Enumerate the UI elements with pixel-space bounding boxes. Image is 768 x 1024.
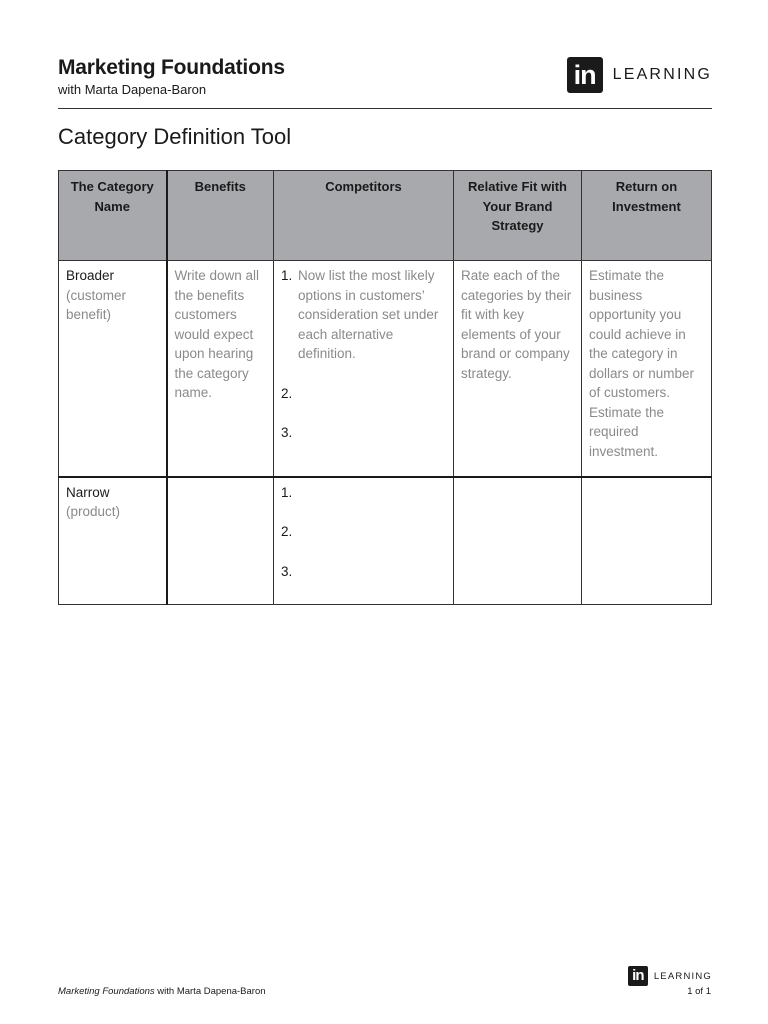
- page-header: [58, 56, 712, 109]
- competitors-cell: [274, 477, 454, 605]
- list-text: Now list the most likely options in customers’ consideration set under each alternative definition.: [298, 268, 439, 361]
- footer-course-credit: [58, 986, 266, 997]
- footer-linkedin-learning-logo: [628, 966, 712, 986]
- relative-fit-cell: Rate each of the categories by their fit with key elements of your brand or company strategy.: [454, 261, 582, 477]
- competitors-cell: [274, 261, 454, 477]
- list-number: 2.: [281, 385, 293, 401]
- relative-fit-cell: [454, 477, 582, 605]
- list-number: 1.: [281, 484, 293, 500]
- linkedin-learning-logo: [567, 57, 712, 93]
- linkedin-icon: in: [567, 57, 603, 93]
- competitors-list: [281, 266, 446, 443]
- list-item: [281, 423, 446, 443]
- table-header-row: [59, 171, 712, 261]
- category-sublabel: (product): [66, 504, 121, 519]
- document-title: Category Definition Tool: [58, 124, 292, 149]
- course-title: Marketing Foundations: [58, 56, 285, 79]
- list-number: 3.: [281, 425, 293, 440]
- column-header-competitors: Competitors: [274, 171, 454, 261]
- column-header-roi: Return on Investment: [582, 171, 712, 261]
- list-item: [281, 266, 446, 364]
- category-cell: [59, 477, 167, 605]
- column-header-relative-fit: Relative Fit with Your Brand Strategy: [454, 171, 582, 261]
- course-author: with Marta Dapena-Baron: [58, 82, 207, 97]
- category-label: Narrow: [66, 484, 110, 500]
- list-item: [281, 483, 446, 503]
- list-item: [281, 522, 446, 542]
- column-header-category-name: The Category Name: [59, 171, 167, 261]
- list-number: 2.: [281, 524, 293, 539]
- table-row-narrow: [59, 477, 712, 605]
- brand-word: LEARNING: [612, 66, 712, 83]
- list-number: 1.: [281, 268, 293, 283]
- category-cell: [59, 261, 167, 477]
- linkedin-icon: in: [628, 966, 648, 986]
- footer-course-title: Marketing Foundations: [58, 986, 155, 997]
- category-sublabel: (customer benefit): [66, 287, 127, 322]
- benefits-cell: Write down all the benefits customers would expect upon hearing the category name.: [167, 261, 274, 477]
- footer-course-author: with Marta Dapena-Baron: [154, 986, 266, 997]
- footer-brand-word: LEARNING: [653, 970, 712, 982]
- benefits-cell: [167, 477, 274, 605]
- category-label: Broader: [66, 268, 115, 283]
- category-definition-table: [58, 170, 712, 605]
- competitors-list: [281, 483, 446, 582]
- page-number: 1 of 1: [687, 986, 711, 997]
- list-item: [281, 562, 446, 582]
- table-row-broader: [59, 261, 712, 477]
- list-item: [281, 384, 446, 404]
- list-number: 3.: [281, 563, 293, 579]
- roi-cell: Estimate the business opportunity you could achieve in the category in dollars or number of customers. Estimate the required investment.: [582, 261, 712, 477]
- column-header-benefits: Benefits: [167, 171, 274, 261]
- roi-cell: [582, 477, 712, 605]
